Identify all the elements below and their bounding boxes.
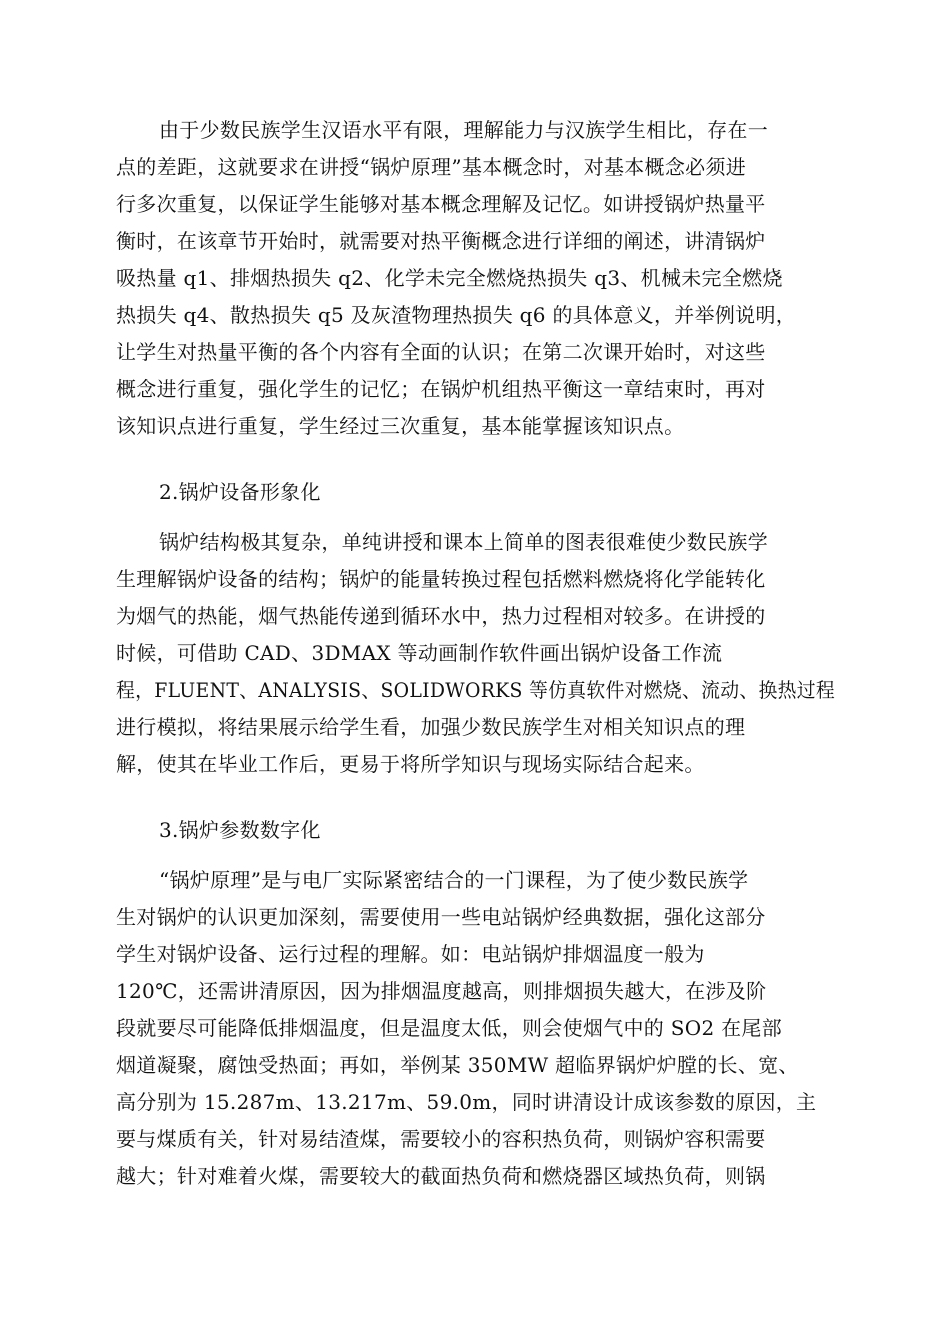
paragraph-2-line-3: 为烟气的热能，烟气热能传递到循环水中，热力过程相对较多。在讲授的 [116, 604, 766, 628]
paragraph-3-line-7: 高分别为 15.287m、13.217m、59.0m，同时讲清设计成该参数的原因，主 [116, 1090, 817, 1114]
section-heading-3: 3.锅炉参数数字化 [159, 818, 321, 842]
paragraph-3-line-4: 120℃，还需讲清原因，因为排烟温度越高，则排烟损失越大，在涉及阶 [116, 979, 767, 1003]
paragraph-2-line-7: 解，使其在毕业工作后，更易于将所学知识与现场实际结合起来。 [116, 752, 705, 776]
paragraph-1-line-9: 该知识点进行重复，学生经过三次重复，基本能掌握该知识点。 [116, 414, 685, 438]
paragraph-2-line-5: 程，FLUENT、ANALYSIS、SOLIDWORKS 等仿真软件对燃烧、流动、换热过程 [116, 678, 836, 702]
paragraph-2-line-4: 时候，可借助 CAD、3DMAX 等动画制作软件画出锅炉设备工作流 [116, 641, 723, 665]
paragraph-3-line-3: 学生对锅炉设备、运行过程的理解。如：电站锅炉排烟温度一般为 [116, 942, 705, 966]
paragraph-1-line-4: 衡时，在该章节开始时，就需要对热平衡概念进行详细的阐述，讲清锅炉 [116, 229, 766, 253]
paragraph-1-line-8: 概念进行重复，强化学生的记忆；在锅炉机组热平衡这一章结束时，再对 [116, 377, 766, 401]
paragraph-2-line-6: 进行模拟，将结果展示给学生看，加强少数民族学生对相关知识点的理 [116, 715, 746, 739]
paragraph-3-line-6: 烟道凝聚，腐蚀受热面；再如，举例某 350MW 超临界锅炉炉膛的长、宽、 [116, 1053, 799, 1077]
paragraph-3-line-8: 要与煤质有关，针对易结渣煤，需要较小的容积热负荷，则锅炉容积需要 [116, 1127, 766, 1151]
paragraph-1-line-1: 由于少数民族学生汉语水平有限，理解能力与汉族学生相比，存在一 [159, 118, 768, 142]
paragraph-1-line-3: 行多次重复，以保证学生能够对基本概念理解及记忆。如讲授锅炉热量平 [116, 192, 766, 216]
paragraph-1-line-7: 让学生对热量平衡的各个内容有全面的认识；在第二次课开始时，对这些 [116, 340, 766, 364]
paragraph-3-line-2: 生对锅炉的认识更加深刻，需要使用一些电站锅炉经典数据，强化这部分 [116, 905, 766, 929]
paragraph-2-line-1: 锅炉结构极其复杂，单纯讲授和课本上简单的图表很难使少数民族学 [159, 530, 768, 554]
paragraph-3-line-9: 越大；针对难着火煤，需要较大的截面热负荷和燃烧器区域热负荷，则锅 [116, 1164, 766, 1188]
paragraph-1-line-6: 热损失 q4、散热损失 q5 及灰渣物理热损失 q6 的具体意义，并举例说明， [116, 303, 797, 327]
section-heading-2: 2.锅炉设备形象化 [159, 480, 321, 504]
paragraph-1-line-5: 吸热量 q1、排烟热损失 q2、化学未完全燃烧热损失 q3、机械未完全燃烧 [116, 266, 783, 290]
paragraph-3-line-1: “锅炉原理”是与电厂实际紧密结合的一门课程，为了使少数民族学 [159, 868, 749, 892]
paragraph-2-line-2: 生理解锅炉设备的结构；锅炉的能量转换过程包括燃料燃烧将化学能转化 [116, 567, 766, 591]
paragraph-3-line-5: 段就要尽可能降低排烟温度，但是温度太低，则会使烟气中的 SO2 在尾部 [116, 1016, 783, 1040]
paragraph-1-line-2: 点的差距，这就要求在讲授“锅炉原理”基本概念时，对基本概念必须进 [116, 155, 747, 179]
